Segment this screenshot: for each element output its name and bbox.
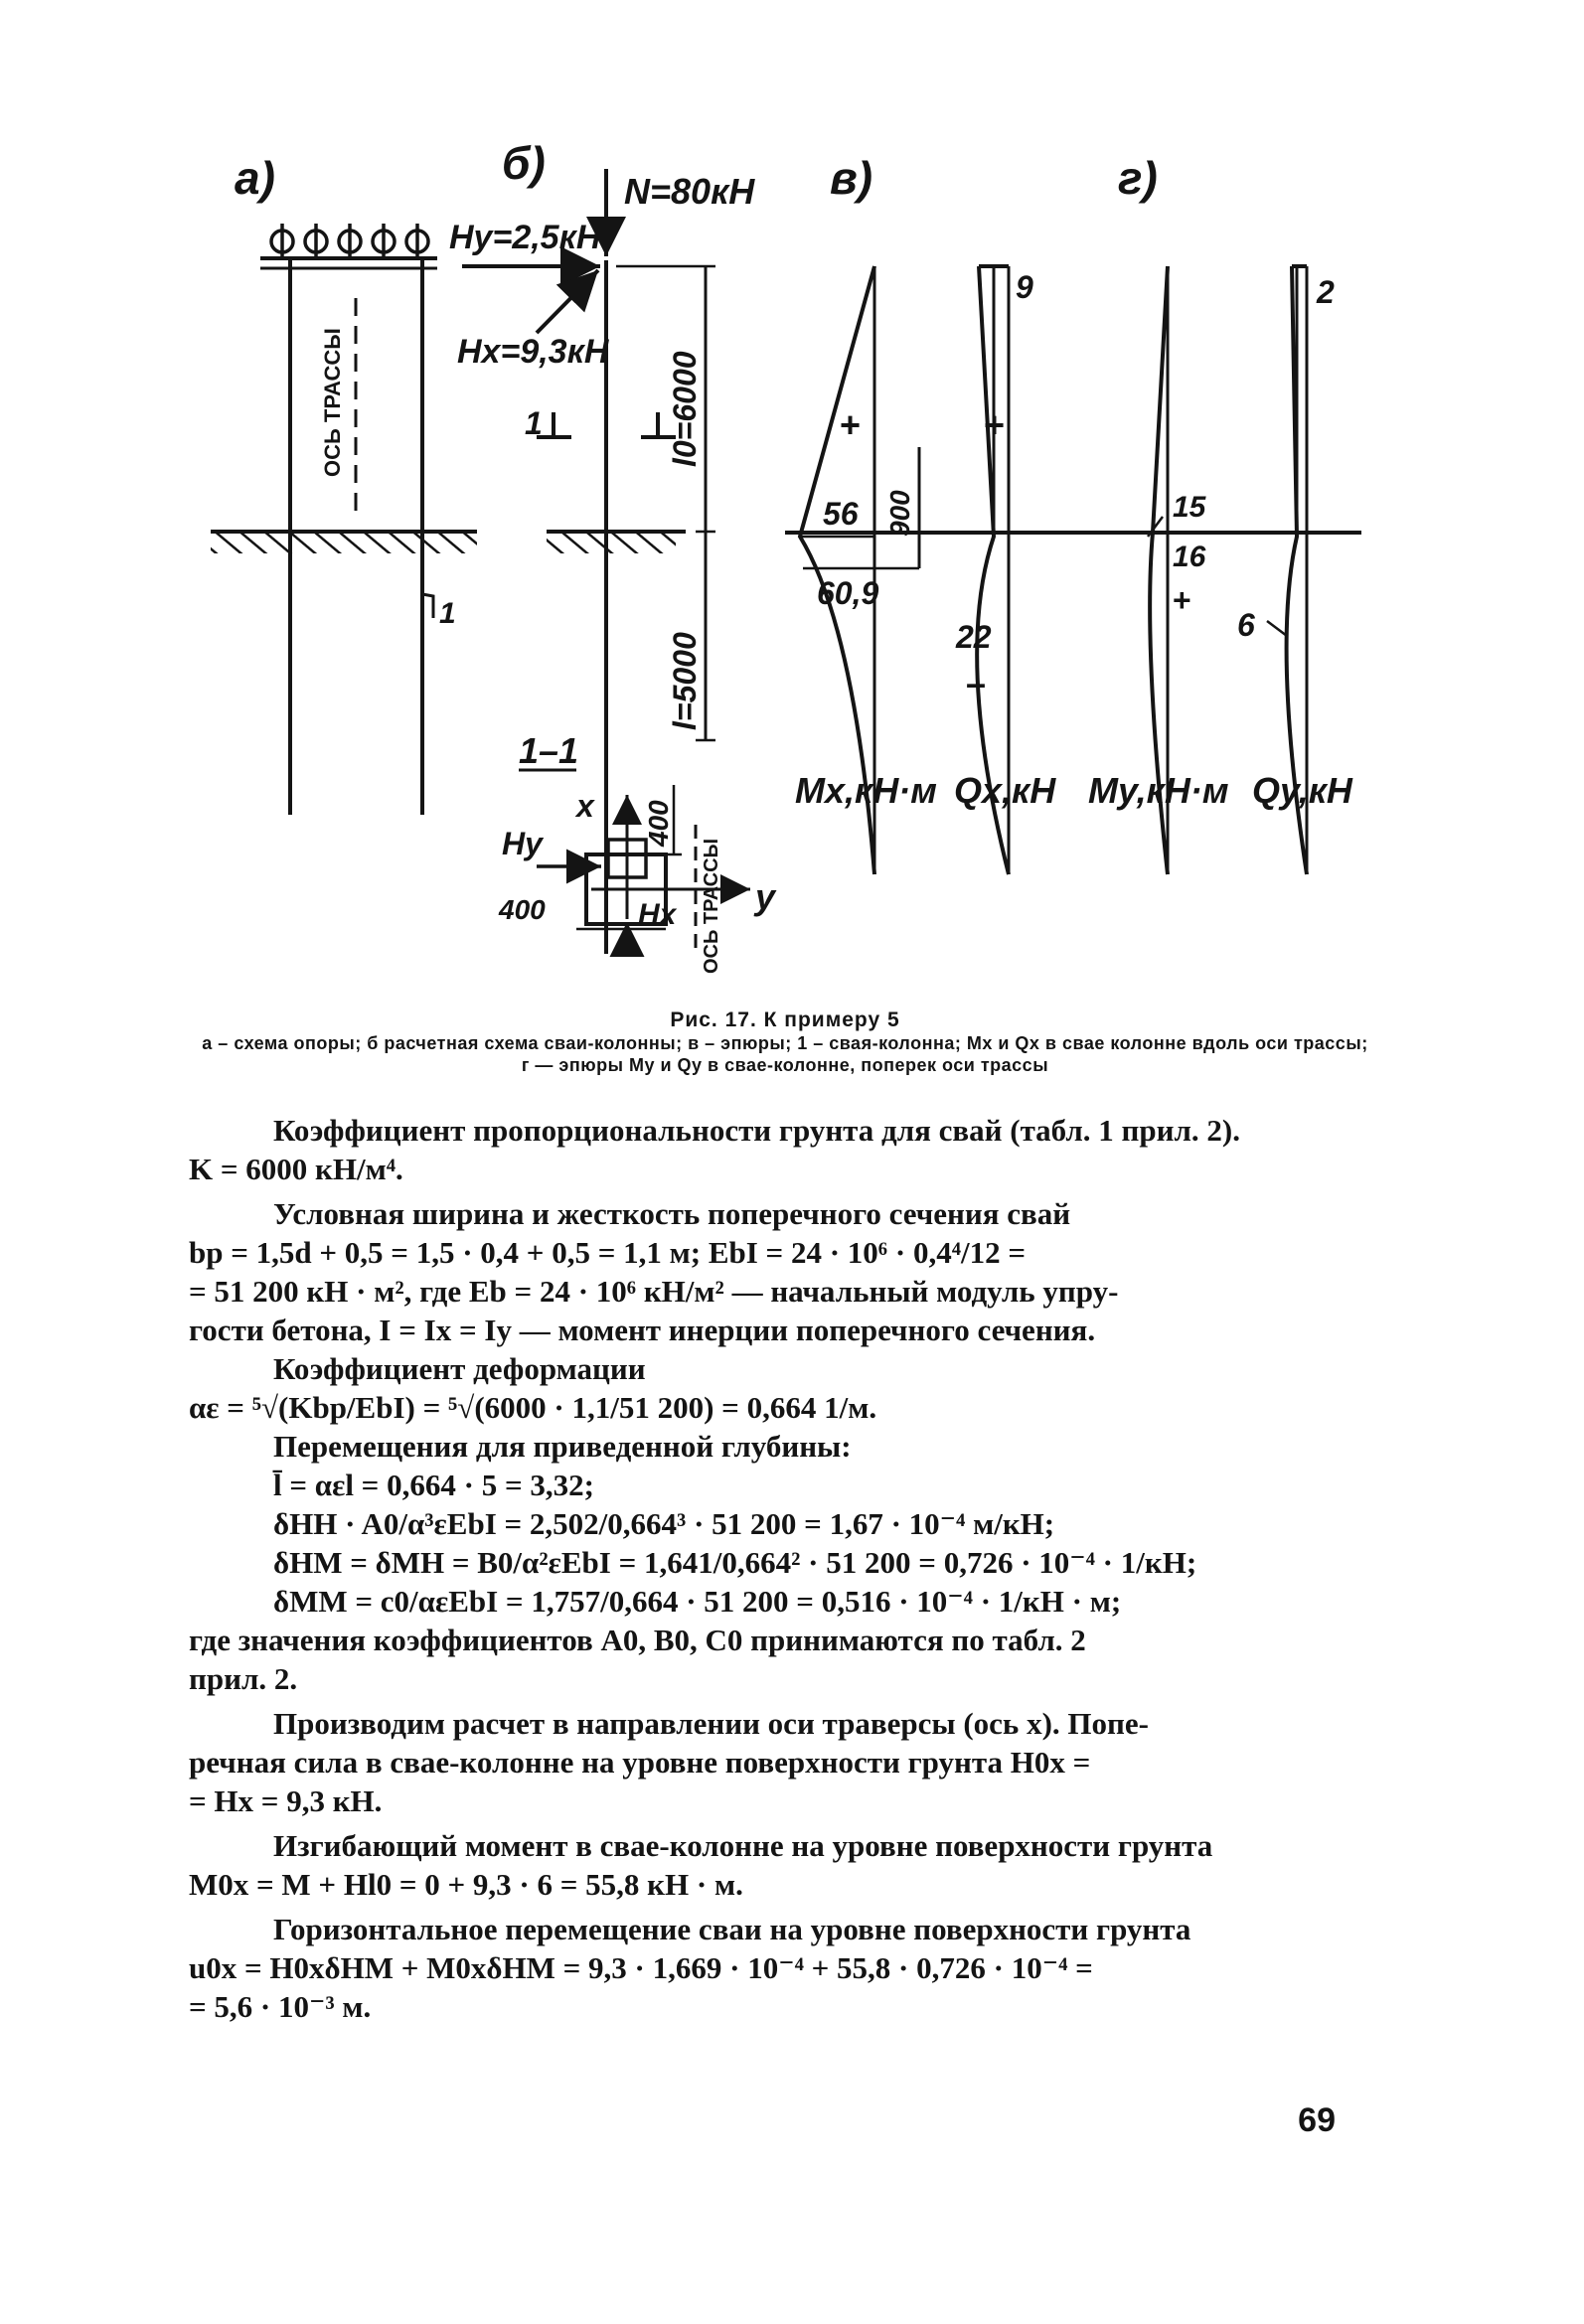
qy-value-bottom: 6 — [1237, 607, 1255, 643]
panel-label-b: б) — [502, 137, 546, 189]
p7-line1: Горизонтальное перемещение сваи на уровне поверхности грунта — [273, 1912, 1191, 1946]
p2-line2: bp = 1,5d + 0,5 = 1,5 · 0,4 + 0,5 = 1,1 м; EbI = 24 · 10⁶ · 0,4⁴/12 = — [189, 1235, 1027, 1270]
p4-line5: δMM = c0/αεEbI = 1,757/0,664 · 51 200 = 0,516 · 10⁻⁴ · 1/кН · м; — [273, 1584, 1122, 1619]
panel-label-g: г) — [1118, 152, 1158, 204]
p3-line1: Коэффициент деформации — [273, 1351, 646, 1386]
page-number: 69 — [1298, 2101, 1336, 2139]
p4-line7: прил. 2. — [189, 1661, 298, 1696]
section-Hx-label: Hx — [638, 898, 677, 931]
load-Hx-arrow — [537, 270, 598, 333]
my-value-2: 16 — [1173, 541, 1206, 573]
caption-description: а – схема опоры; б расчетная схема сваи-колонны; в – эпюры; 1 – свая-колонна; Mx и Qx в свае колонне вдоль оси трассы; г — эпюры My и Qy в свае-колонне, поперек оси трассы — [202, 1033, 1368, 1075]
diagram-label-qy: Qy,кН — [1252, 770, 1352, 811]
qx-sign-plus: + — [984, 404, 1006, 445]
section-dim-horizontal: 400 — [499, 894, 546, 925]
axis-trassy-label: ОСЬ ТРАССЫ — [320, 328, 345, 477]
diagram-label-qx: Qx,кН — [954, 770, 1056, 811]
ground-hatch-b — [547, 532, 676, 553]
section-marker-label: 1 — [525, 405, 543, 441]
p5-line2: речная сила в свае-колонне на уровне поверхности грунта H0x = — [189, 1745, 1091, 1780]
mx-sign: + — [840, 404, 862, 445]
qx-value-top: 9 — [1016, 269, 1033, 305]
caption-title: Рис. 17. К примеру 5 — [670, 1008, 900, 1031]
diagram-label-my: My,кН·м — [1088, 770, 1229, 811]
section-axis-y-label: y — [755, 876, 776, 917]
load-N-label: N=80кН — [624, 171, 755, 212]
my-sign: + — [1173, 582, 1191, 618]
p4-line1: Перемещения для приведенной глубины: — [273, 1429, 852, 1464]
figure-caption — [199, 1008, 1371, 1076]
length-l-label: l=5000 — [667, 632, 703, 730]
p2-line1: Условная ширина и жесткость поперечного сечения свай — [273, 1196, 1071, 1231]
load-Hx-label: Hx=9,3кН — [457, 333, 609, 371]
p7-line2: u0x = H0xδHM + M0xδHM = 9,3 · 1,669 · 10⁻⁴ + 55,8 · 0,726 · 10⁻⁴ = — [189, 1950, 1093, 1985]
section-Hy-label: Hy — [502, 826, 543, 861]
pile-callout: 1 — [439, 597, 456, 630]
qx-sign-minus: – — [966, 663, 987, 703]
p7-line3: = 5,6 · 10⁻³ м. — [189, 1989, 372, 2024]
my-value-1: 15 — [1173, 491, 1206, 524]
load-Hy-label: Hy=2,5кН — [449, 219, 601, 256]
p4-line4: δHM = δMH = B0/α²εEbI = 1,641/0,664² · 51 200 = 0,726 · 10⁻⁴ · 1/кН; — [273, 1545, 1197, 1580]
mx-value-surface: 56 — [823, 496, 859, 532]
section-axis-x-label: x — [576, 788, 594, 824]
p1-line1: Коэффициент пропорциональности грунта для свай (табл. 1 прил. 2). — [273, 1113, 1240, 1148]
figure-17 — [0, 0, 1584, 1004]
p5-line1: Производим расчет в направлении оси траверсы (ось x). Попе- — [273, 1706, 1149, 1741]
length-l0-label: l0=6000 — [667, 351, 703, 467]
p4-line3: δHH · A0/α³εEbI = 2,502/0,664³ · 51 200 = 1,67 · 10⁻⁴ м/кН; — [273, 1506, 1055, 1541]
qy-value-top: 2 — [1317, 274, 1335, 310]
mx-dim: 900 — [884, 490, 915, 537]
ground-hatch-a — [211, 532, 477, 553]
section-title: 1–1 — [519, 730, 579, 771]
p6-line1: Изгибающий момент в свае-колонне на уровне поверхности грунта — [273, 1828, 1213, 1863]
p4-line6: где значения коэффициентов A0, B0, C0 принимаются по табл. 2 — [189, 1623, 1086, 1657]
section-axis-trassy-label: ОСЬ ТРАССЫ — [701, 838, 722, 974]
p4-line2: l̄ = αεl = 0,664 · 5 = 3,32; — [273, 1468, 594, 1502]
p1-line2: K = 6000 кН/м⁴. — [189, 1152, 403, 1186]
mx-value-max: 60,9 — [817, 575, 879, 611]
support-scheme — [211, 224, 477, 815]
p2-line3: = 51 200 кН · м², где Eb = 24 · 10⁶ кН/м² — начальный модуль упру- — [189, 1274, 1119, 1309]
panel-label-v: в) — [830, 152, 873, 204]
insulator-row — [271, 224, 428, 260]
panel-label-a: а) — [235, 152, 275, 204]
diagram-label-mx: Mx,кН·м — [795, 770, 937, 811]
design-scheme — [462, 169, 715, 954]
p2-line4: гости бетона, I = Ix = Iy — момент инерции поперечного сечения. — [189, 1313, 1096, 1347]
p5-line3: = Hx = 9,3 кН. — [189, 1783, 383, 1818]
body-text — [189, 1111, 1376, 2026]
p3-line2: αε = ⁵√(Kbp/EbI) = ⁵√(6000 · 1,1/51 200) = 0,664 1/м. — [189, 1390, 877, 1425]
section-dim-vertical: 400 — [643, 800, 674, 847]
qx-value-bottom: 22 — [956, 619, 992, 655]
p6-line2: M0x = M + Hl0 = 0 + 9,3 · 6 = 55,8 кН · м. — [189, 1867, 743, 1902]
